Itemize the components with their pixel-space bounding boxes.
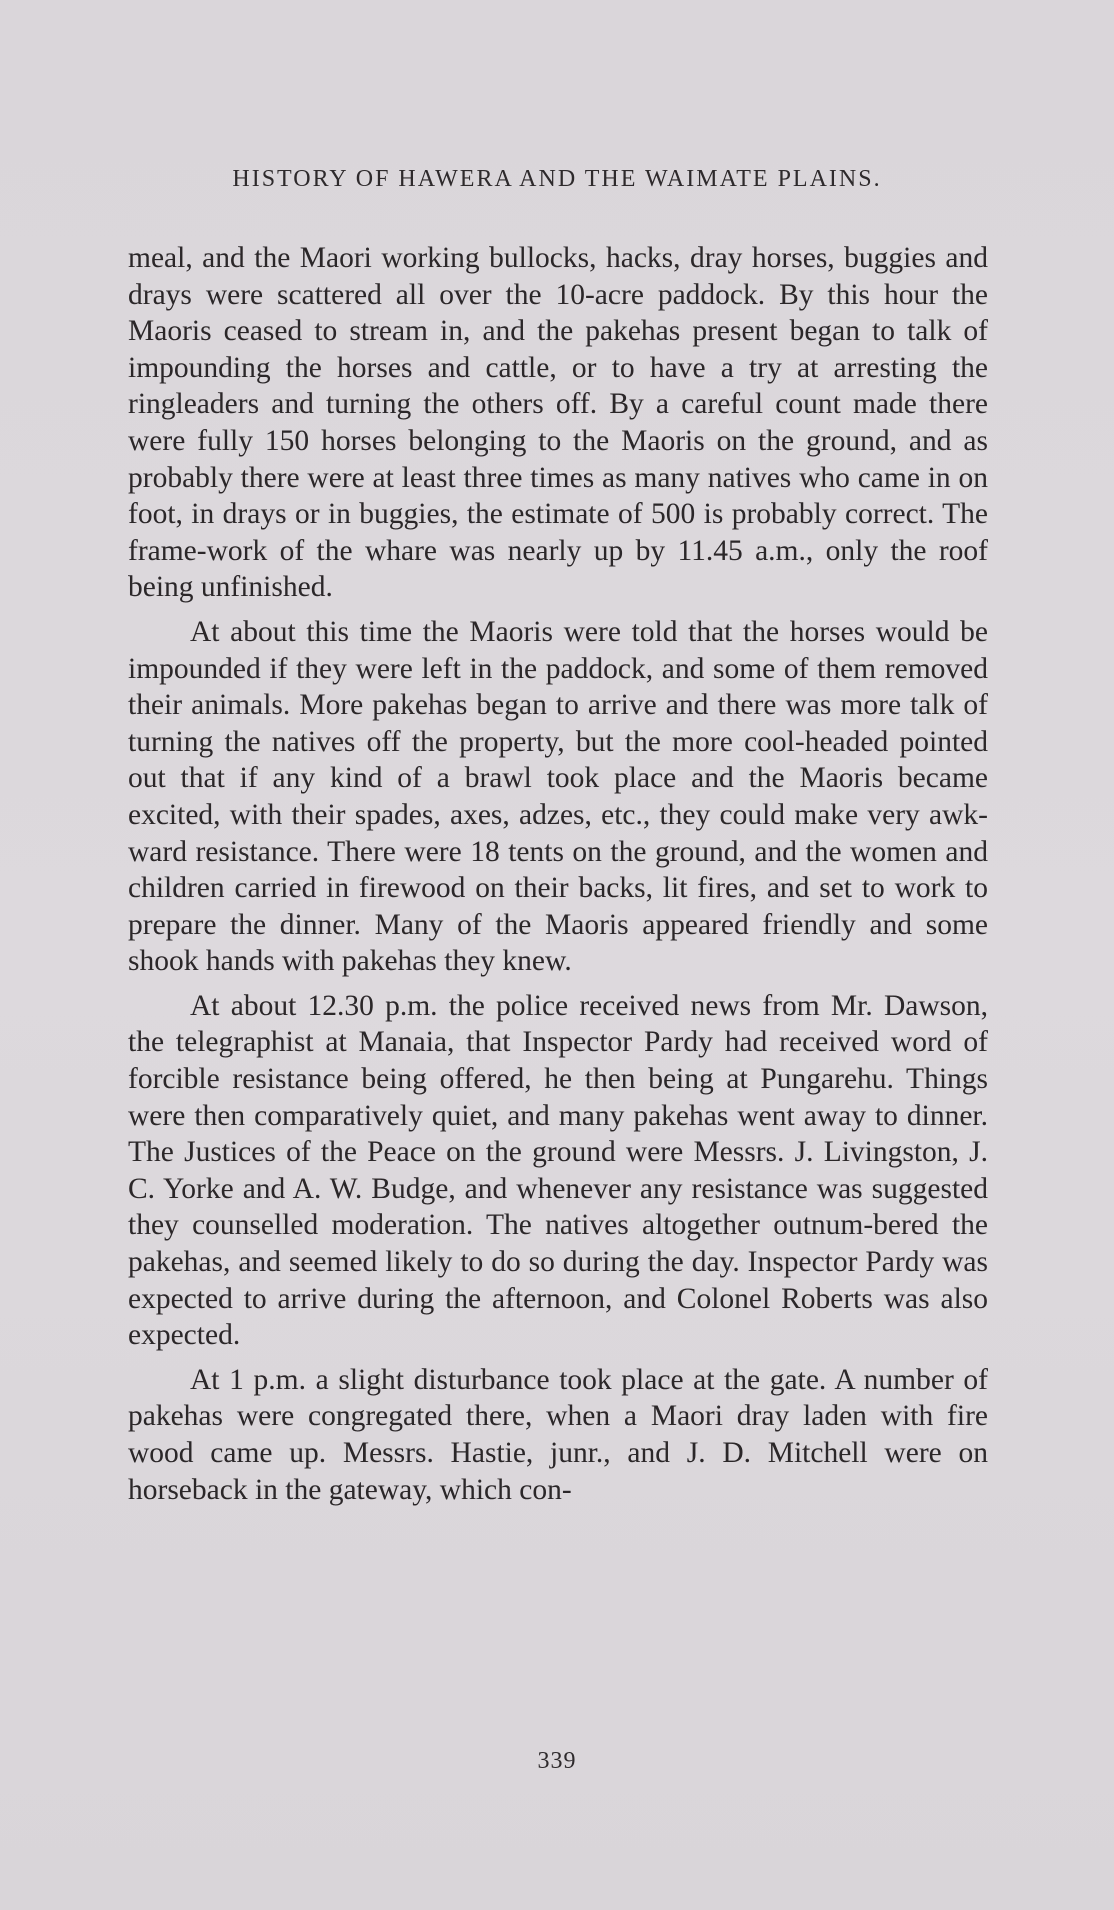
paragraph: At about 12.30 p.m. the police received news from Mr. Dawson, the telegraphist at Manaia, that Inspector Pardy had received word of forcible resistance being offered, he then being at Pungarehu. Things were then comparatively quiet, and many pakehas went away to dinner. The Justices of the Peace on the ground were Messrs. J. Livingston, J. C. Yorke and A. W. Budge, and whenever any resistance was suggested they counselled moderation. The natives altogether outnum-bered the pakehas, and seemed likely to do so during the day. Inspector Pardy was expected to arrive during the afternoon, and Colonel Roberts was also expected. bbox=[128, 989, 988, 1352]
paragraph: At 1 p.m. a slight disturbance took place at the gate. A number of pakehas were congregated there, when a Maori dray laden with fire wood came up. Messrs. Hastie, junr., and J. D. Mitchell were on horseback in the gateway, which con- bbox=[128, 1363, 988, 1506]
running-head: HISTORY OF HAWERA AND THE WAIMATE PLAINS. bbox=[232, 166, 882, 192]
paragraph-continued: meal, and the Maori working bullocks, hacks, dray horses, buggies and drays were scattered all over the 10-acre paddock. By this hour the Maoris ceased to stream in, and the pakehas present began to talk of impounding the horses and cattle, or to have a try at arresting the ringleaders and turning the others off. By a careful count made there were fully 150 horses belonging to the Maoris on the ground, and as probably there were at least three times as many natives who came in on foot, in drays or in buggies, the estimate of 500 is probably correct. The frame-work of the whare was nearly up by 11.45 a.m., only the roof being unfinished. bbox=[128, 242, 988, 604]
body-text bbox=[128, 240, 988, 1516]
paragraph: At about this time the Maoris were told that the horses would be impounded if they were left in the paddock, and some of them removed their animals. More pakehas began to arrive and there was more talk of turning the natives off the property, but the more cool-headed pointed out that if any kind of a brawl took place and the Maoris became excited, with their spades, axes, adzes, etc., they could make very awk-ward resistance. There were 18 tents on the ground, and the women and children carried in firewood on their backs, lit fires, and set to work to prepare the dinner. Many of the Maoris appeared friendly and some shook hands with pakehas they knew. bbox=[128, 615, 988, 978]
page-number: 339 bbox=[537, 1748, 577, 1774]
